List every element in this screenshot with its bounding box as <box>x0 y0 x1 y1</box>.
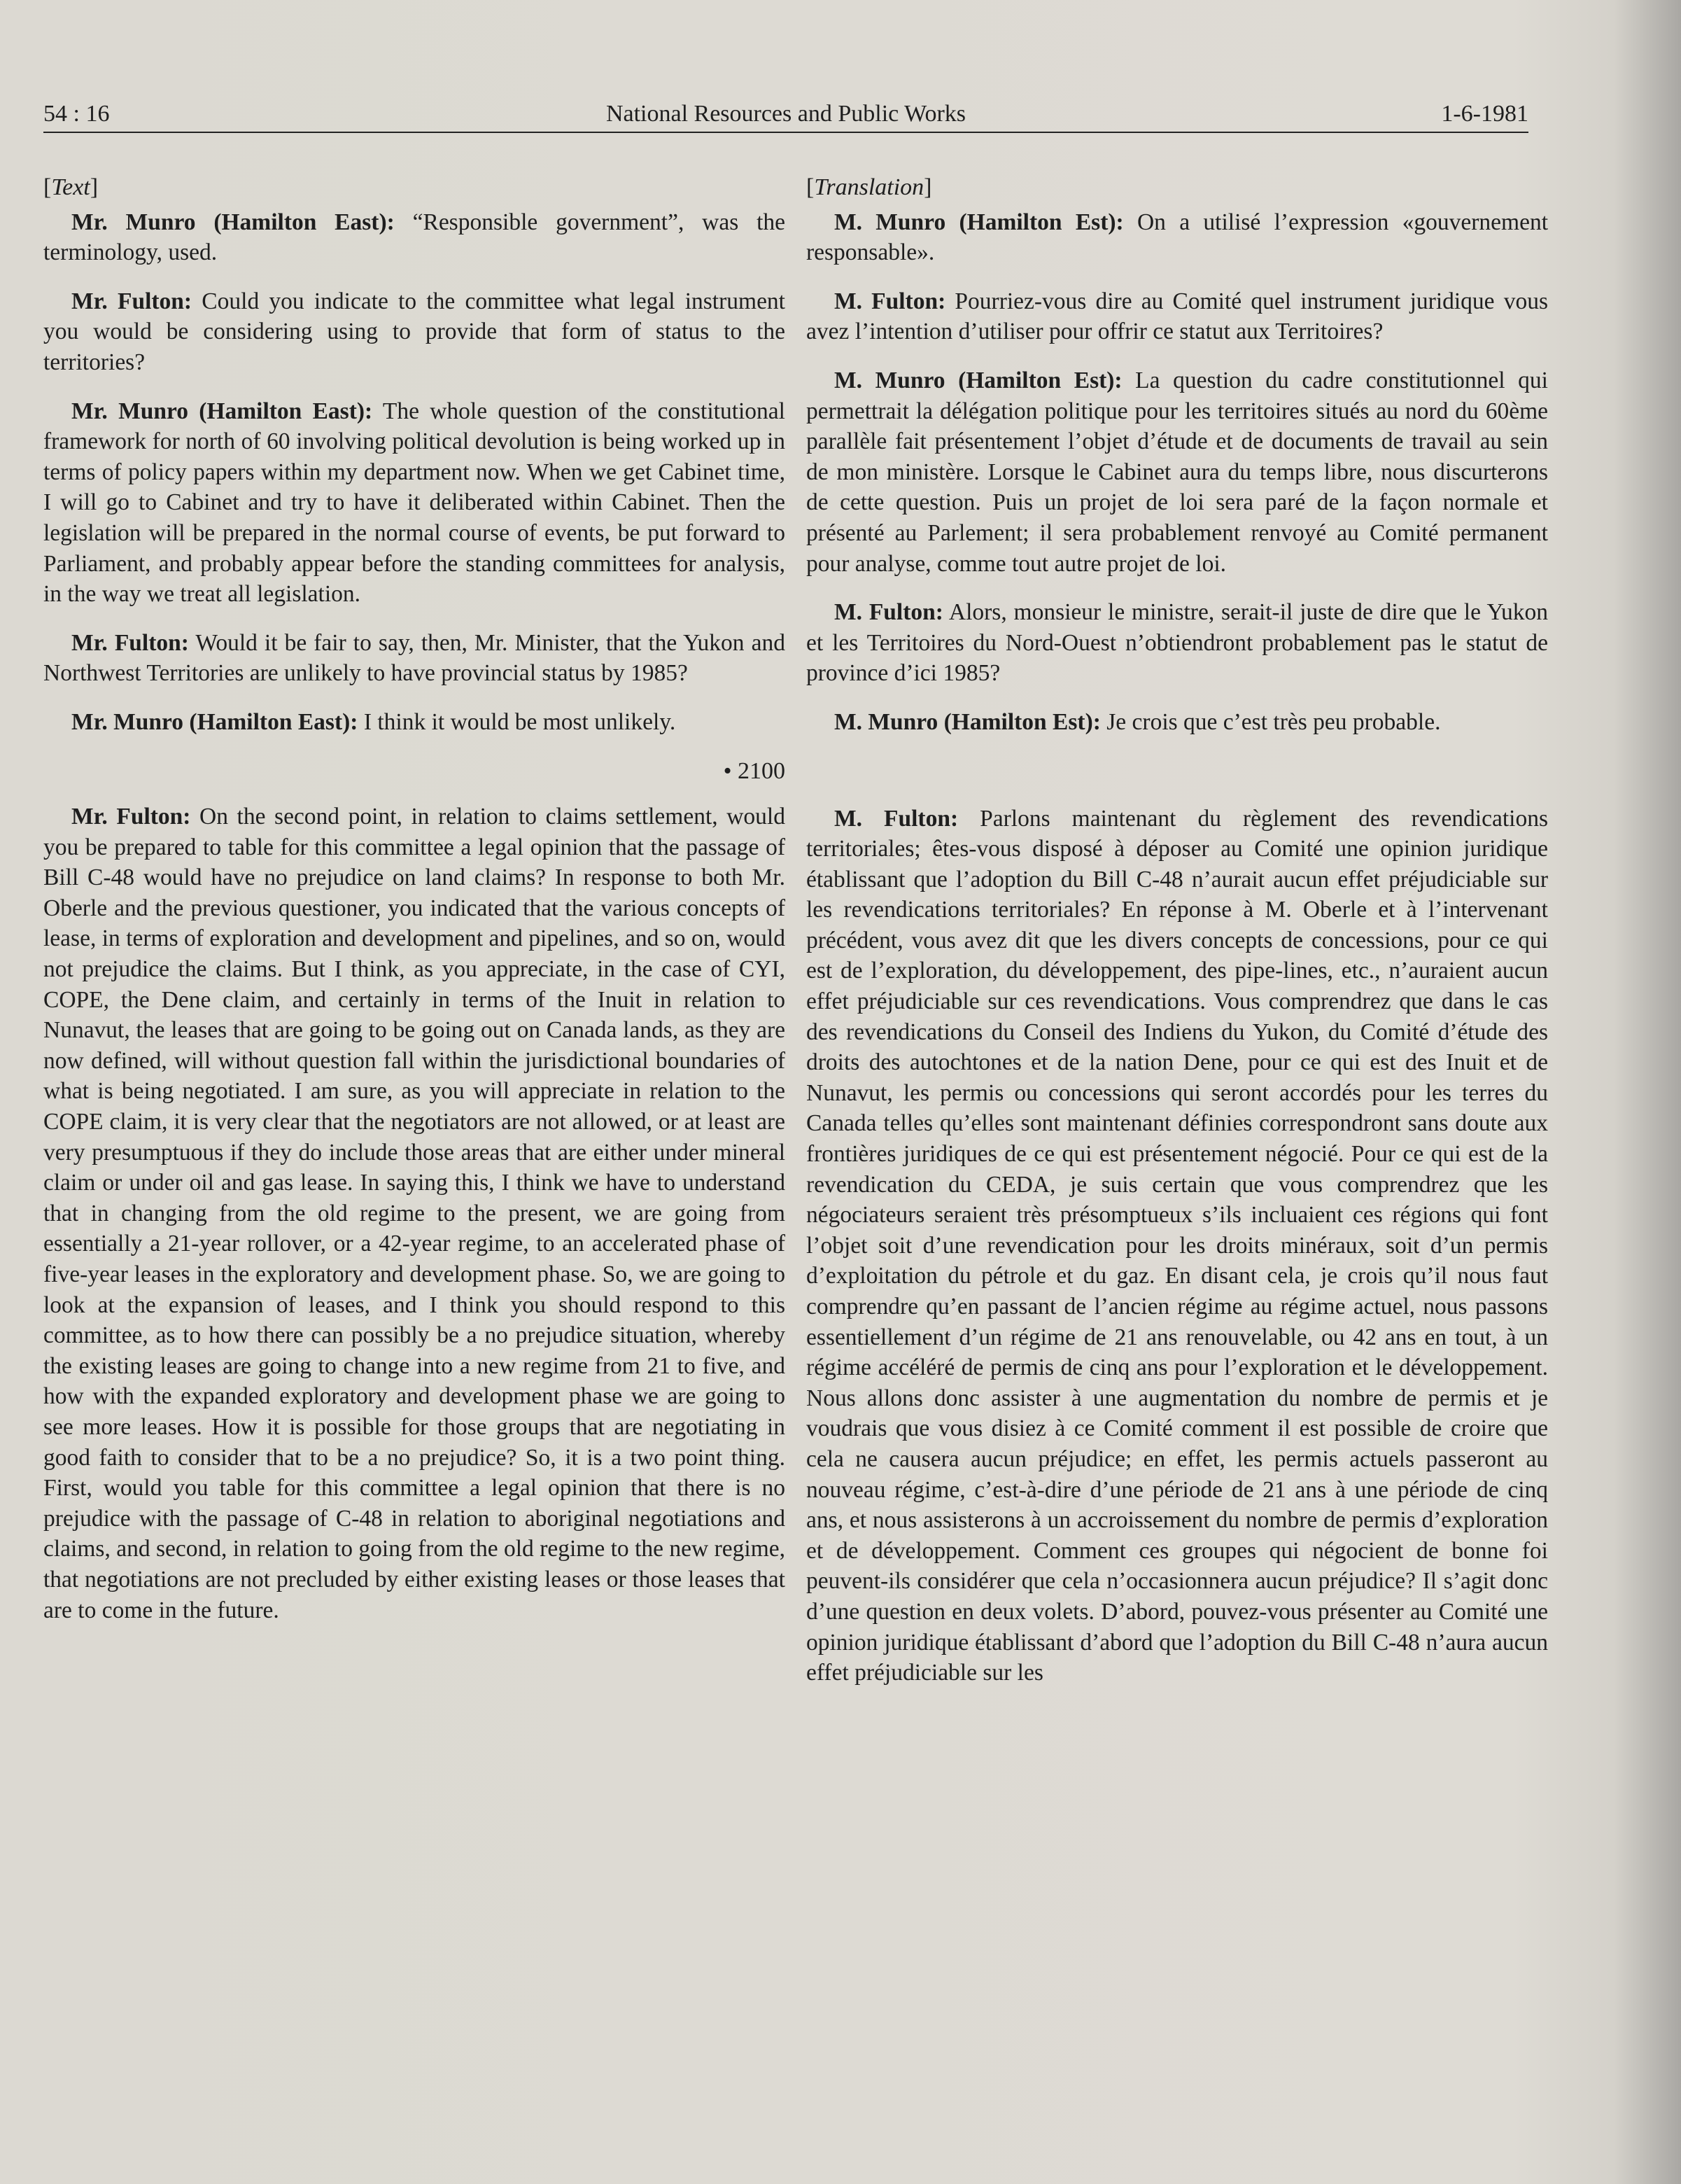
english-column <box>43 172 785 1644</box>
running-title: National Resources and Public Works <box>605 101 966 127</box>
paragraph-text: On a utilisé l’expression «gouvernement responsable». <box>806 209 1548 266</box>
paragraph-text: On the second point, in relation to claims settlement, would you be prepared to table for this committee a legal opinion that the passage of Bill C-48 would have no prejudice on land claims? In response to both Mr. Oberle and the previous questioner, you indicated that the various concepts of lease, in terms of exploration and development and pipelines, and so on, would not prejudice the claims. But I think, as you appreciate, in the case of CYI, COPE, the Dene claim, and certainly in terms of the Inuit in relation to Nunavut, the leases that are going to be going out on Canada lands, as they are now defined, will without question fall within the jurisdictional boundaries of what is being negotiated. I am sure, as you will appreciate in relation to the COPE claim, it is very clear that the negotiators are not allowed, or at least are very presumptuous if they do include those areas that are either under mineral claim or under oil and gas lease. In saying this, I think we have to understand that in changing from the old regime to the present, we are going from essentially a 21-year rollover, or a 42-year regime, to an accelerated phase of five-year leases in the exploratory and development phase. So, we are going to look at the expansion of leases, and I think you should respond to this committee, as to how there can possibly be a no prejudice situation, whereby the existing leases are going to change into a new regime from 21 to five, and how with the expanded exploratory and development phase we are going to see more leases. How it is possible for those groups that are negotiating in good faith to consider that to be a no prejudice? So, it is a two point thing. First, would you table for this committee a legal opinion that there is no prejudice with the passage of C-48 in relation to aboriginal negotiations and claims, and second, in relation to going from the old regime to the new regime, that negotiations are not precluded by either existing leases or those leases that are to come in the future. <box>43 804 785 1623</box>
paragraph-text: “Responsible government”, was the terminology, used. <box>43 209 785 266</box>
speaker-name: Mr. Munro (Hamilton East): <box>71 398 373 424</box>
paragraph <box>43 802 785 1625</box>
paragraph <box>43 707 785 738</box>
paragraph <box>43 286 785 378</box>
paragraph-text: I think it would be most unlikely. <box>358 708 676 735</box>
speaker-name: M. Fulton: <box>834 288 946 314</box>
paragraph <box>43 207 785 268</box>
speaker-name: M. Fulton: <box>834 599 943 626</box>
french-column <box>806 172 1548 1707</box>
paragraph-text: Parlons maintenant du règlement des revendications territoriales; êtes-vous disposé à déposer au Comité une opinion juridique établissant que l’adoption du Bill C-48 n’aurait aucun effet préjudiciable sur les revendications territoriales? En réponse à M. Oberle et à l’intervenant précédent, vous avez dit que les divers concepts de concessions, pour ce qui est de l’exploration, du développement, des pipe-lines, etc., n’auraient aucun effet préjudiciable sur ces revendications. Vous comprendrez que dans le cas des revendications du Conseil des Indiens du Yukon, du Comité d’étude des droits des autochtones et de la nation Dene, pour ce qui est des Inuit et de Nunavut, les permis ou concessions qui seront accordés pour les terres du Canada telles qu’elles sont maintenant définies correspondront sans doute aux frontières juridiques de ce qui est présentement négocié. Pour ce qui est de la revendication du CEDA, je suis certain que vous comprendrez que les négociateurs seraient très présomptueux s’ils incluaient ces régions qui font l’objet soit d’une revendication pour les droits minéraux, soit d’un permis d’exploitation du pétrole et du gaz. En disant cela, je crois qu’il nous faut comprendre qu’en passant de l’ancien régime au régime actuel, nous passons essentiellement d’un régime de 21 ans renouvelable, ou 42 ans en tout, à un régime accéléré de permis de cinq ans pour l’exploration et le développement. Nous allons donc assister à une augmentation du nombre de permis et je voudrais que vous disiez à ce Comité comment il est possible de croire que cela ne causera aucun préjudice; en effet, les permis actuels passeront au nouveau régime, c’est-à-dire d’une période de 21 ans à une période de cinq ans, et nous assisterons à un accroissement du nombre de permis d’exploration et de développement. Comment ces groupes qui négocient de bonne foi peuvent-ils considérer que cela n’occasionnera aucun préjudice? Il s’agit donc d’une question en deux volets. D’abord, pouvez-vous présenter au Comité une opinion juridique établissant d’abord que l’adoption du Bill C-48 n’aura aucun effet préjudiciable sur les <box>806 805 1548 1686</box>
speaker-name: Mr. Munro (Hamilton East): <box>71 708 358 735</box>
paragraph-text: Alors, monsieur le ministre, serait-il juste de dire que le Yukon et les Territoires du Nord-Ouest n’obtiendront probablement pas le statut de province d’ici 1985? <box>806 599 1549 687</box>
speaker-name: Mr. Fulton: <box>71 629 189 656</box>
speaker-name: M. Fulton: <box>834 805 959 832</box>
paragraph <box>806 207 1548 268</box>
paragraph <box>806 804 1548 1688</box>
page-number: 54 : 16 <box>43 101 110 127</box>
time-spacer <box>806 756 1548 804</box>
speaker-name: M. Munro (Hamilton Est): <box>834 367 1123 393</box>
paragraph-text: The whole question of the constitutional framework for north of 60 involving political devolution is being worked up in terms of policy papers within my department now. When we get Cabinet time, I will go to Cabinet and try to have it deliberated within Cabinet. Then the legislation will be prepared in the normal course of events, be put forward to Parliament, and probably appear before the standing committees for analysis, in the way we treat all legislation. <box>43 398 785 608</box>
paragraph <box>806 597 1548 689</box>
time-marker: • 2100 <box>723 757 785 784</box>
speaker-name: M. Munro (Hamilton Est): <box>834 209 1124 235</box>
paragraph <box>806 707 1548 738</box>
paragraph <box>806 286 1548 347</box>
paragraph <box>43 396 785 610</box>
speaker-name: Mr. Munro (Hamilton East): <box>71 209 395 235</box>
paragraph <box>806 365 1548 579</box>
paragraph-text: Could you indicate to the committee what legal instrument you would be considering using to provide that form of status to the territories? <box>43 288 785 375</box>
speaker-name: Mr. Fulton: <box>71 288 192 314</box>
section-tag-label: Text <box>51 174 90 200</box>
section-tag-label: Translation <box>814 174 924 200</box>
section-tag: [Translation] <box>806 174 932 200</box>
paragraph <box>43 628 785 689</box>
page-header <box>43 90 1528 133</box>
section-tag: [Text] <box>43 174 99 200</box>
header-date: 1-6-1981 <box>1441 101 1528 127</box>
paragraph-text: Would it be fair to say, then, Mr. Minister, that the Yukon and Northwest Territories are unlikely to have provincial status by 1985? <box>43 629 785 687</box>
speaker-name: Mr. Fulton: <box>71 804 191 830</box>
speaker-name: M. Munro (Hamilton Est): <box>834 708 1101 735</box>
paragraph-text: La question du cadre constitutionnel qui permettrait la délégation politique pour les territoires situés au nord du 60ème parallèle fait présentement l’objet d’étude et de documents de travail au sein de mon ministère. Lorsque le Cabinet aura du temps libre, nous discurterons de cette question. Puis un projet de loi sera paré de la façon normale et présenté au Parlement; il sera probablement renvoyé au Comité permanent pour analyse, comme tout autre projet de loi. <box>806 367 1548 577</box>
paragraph-text: Pourriez-vous dire au Comité quel instrument juridique vous avez l’intention d’utiliser pour offrir ce statut aux Territoires? <box>806 288 1548 345</box>
paragraph-text: Je crois que c’est très peu probable. <box>1100 708 1441 735</box>
